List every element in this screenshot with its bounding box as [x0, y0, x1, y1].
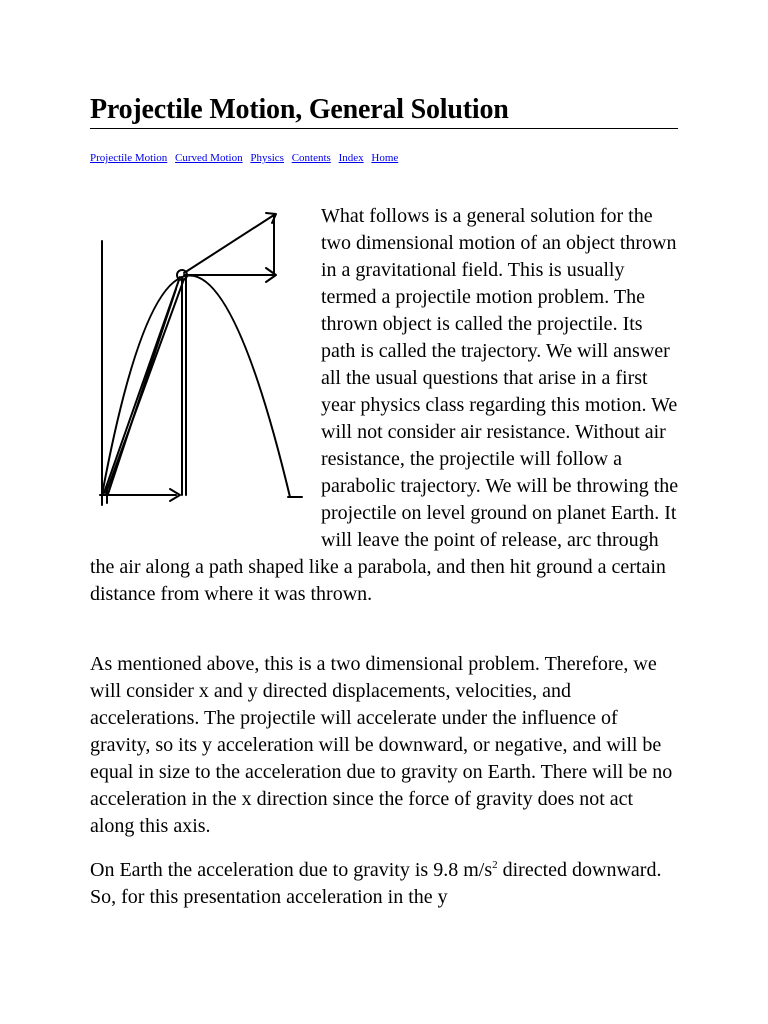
paragraph-three-text-before: On Earth the acceleration due to gravity is 9.8 m/s [90, 859, 493, 881]
nav-link-physics[interactable]: Physics [250, 152, 284, 164]
nav-link-curved-motion[interactable]: Curved Motion [175, 152, 243, 164]
paragraph-three [90, 857, 680, 911]
page-title: Projectile Motion, General Solution [90, 94, 509, 125]
nav-link-contents[interactable]: Contents [291, 152, 331, 164]
superscript-two: 2 [492, 859, 498, 871]
nav-links [90, 152, 403, 164]
intro-text: What follows is a general solution for the two dimensional motion of an object thrown in a gravitational field. This is usually termed a projectile motion problem. The thrown object is called the projectile. Its path is called the trajectory. We will answer all the usual questions that arise in a first year physics class regarding this motion. We will not consider air resistance. Without air resistance, the projectile will follow a parabolic trajectory. We will be throwing the projectile on level ground on planet Earth. It will leave the point of release, arc through the air along a path shaped like a parabola, and then hit ground a certain distance from where it was thrown. [90, 205, 679, 605]
paragraph-three-text-after: directed downward. So, for this presentation acceleration in the y [90, 859, 662, 908]
paragraph-two [90, 651, 680, 840]
nav-link-home[interactable]: Home [371, 152, 399, 164]
title-divider [90, 128, 678, 129]
figure-spacer [90, 203, 321, 543]
paragraph-two-text: As mentioned above, this is a two dimensional problem. Therefore, we will consider x and y directed displacements, velocities, and accelerations. The projectile will accelerate under the influence of gravity, so its y acceleration will be downward, or negative, and will be equal in size to the acceleration due to gravity on Earth. There will be no acceleration in the x direction since the force of gravity does not act along this axis. [90, 653, 673, 837]
nav-link-projectile-motion[interactable]: Projectile Motion [90, 152, 168, 164]
nav-link-index[interactable]: Index [338, 152, 364, 164]
intro-paragraph [90, 203, 680, 608]
